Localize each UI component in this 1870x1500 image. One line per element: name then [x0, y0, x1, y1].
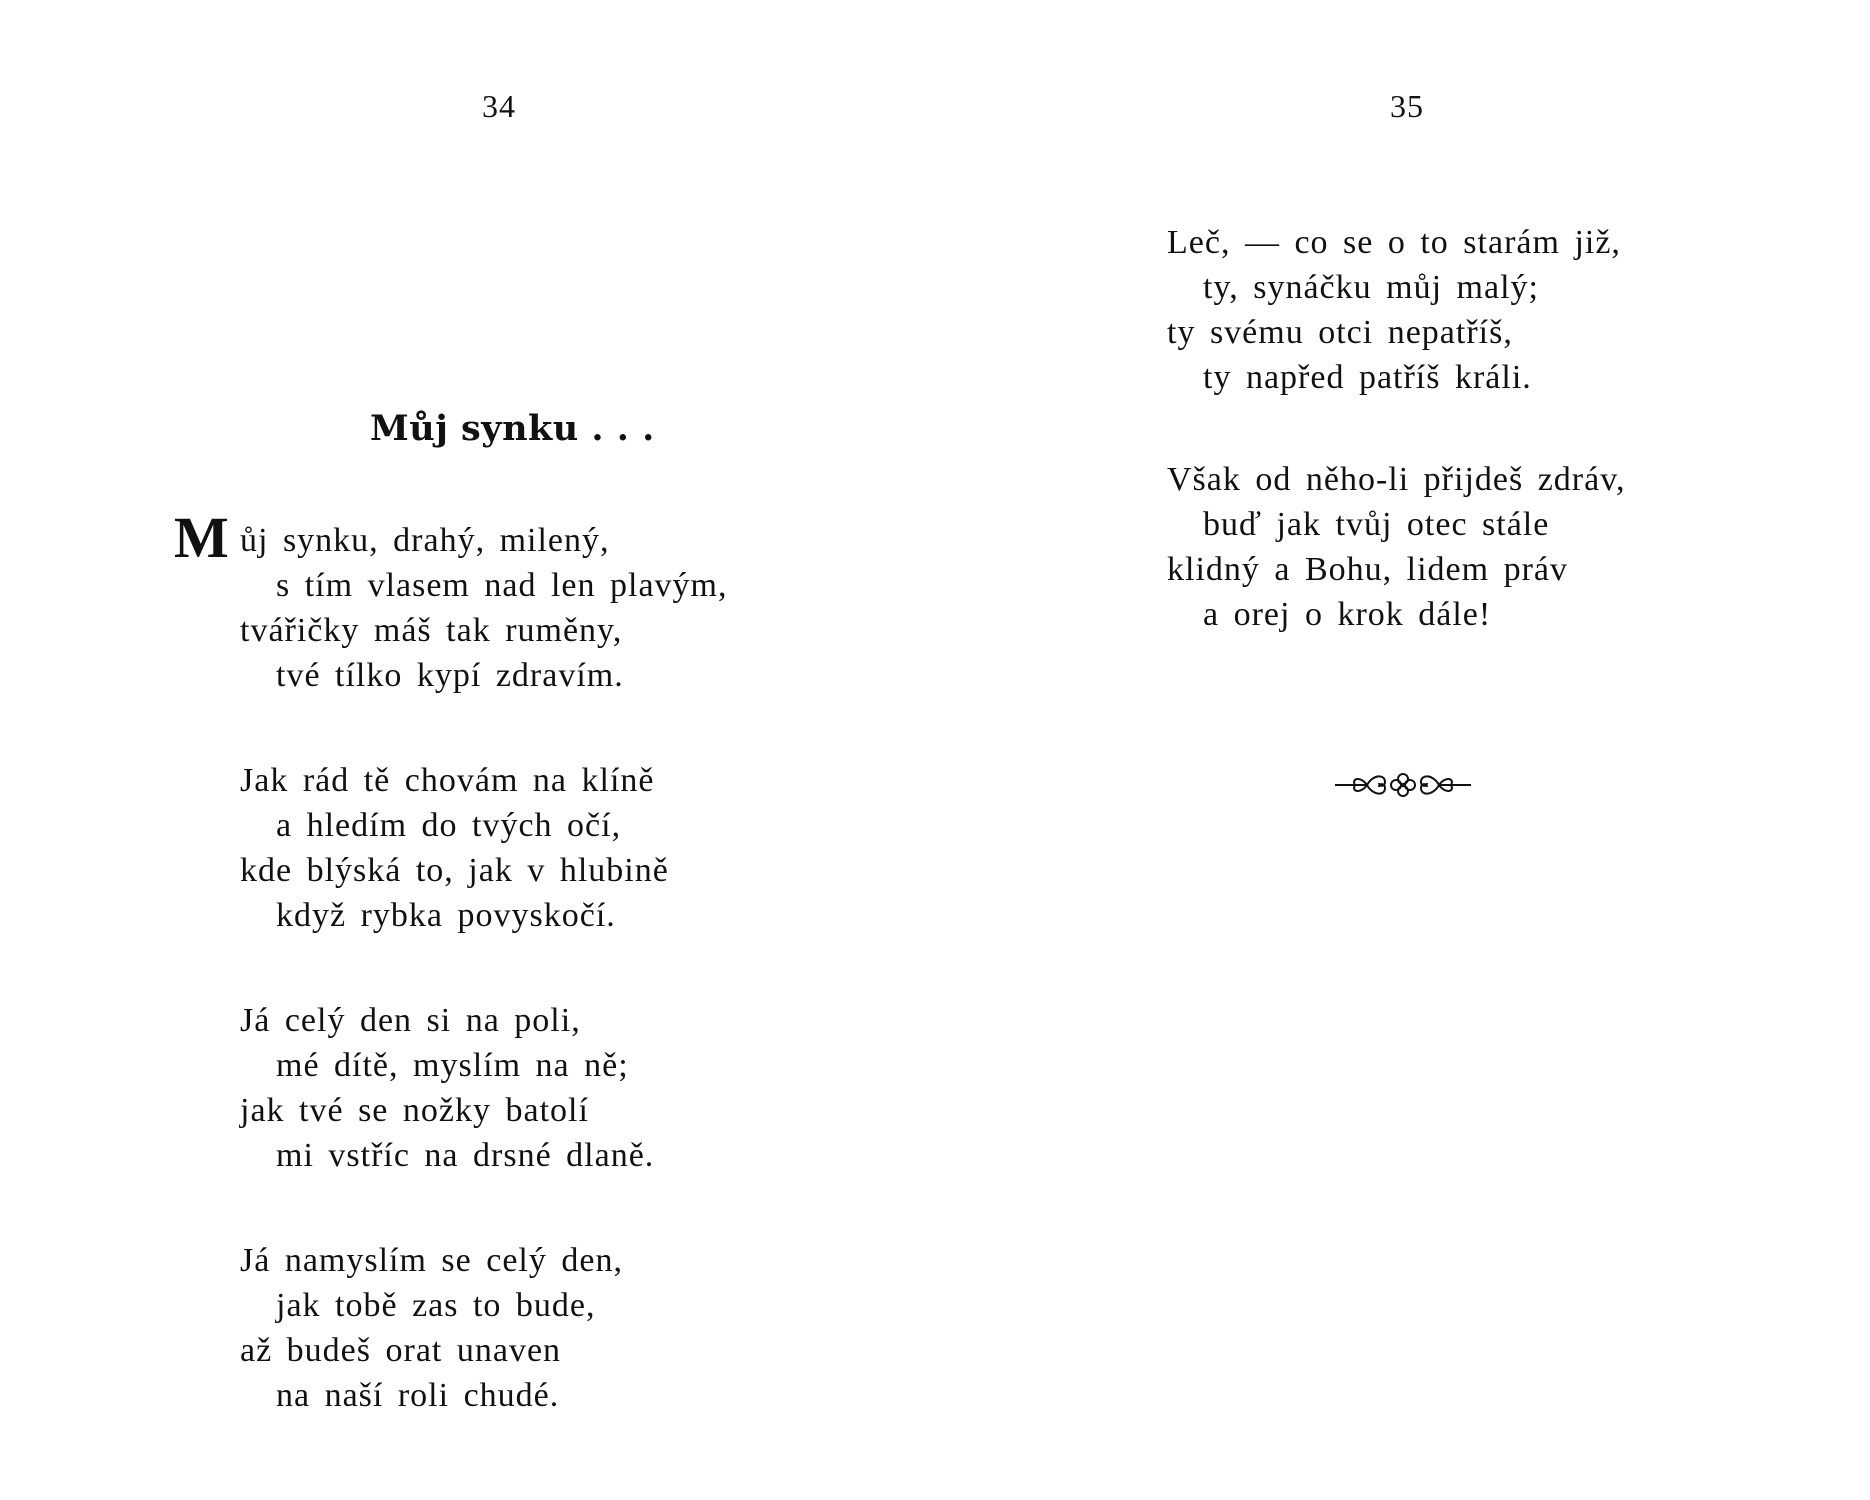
- poem-line: na naší roli chudé.: [276, 1377, 560, 1414]
- poem-line: mé dítě, myslím na ně;: [276, 1047, 629, 1084]
- stanza: [240, 1238, 728, 1418]
- poem-line: Však od něho-li přijdeš zdráv,: [1167, 461, 1626, 498]
- poem-line: když rybka povyskočí.: [276, 897, 616, 934]
- right-page: [935, 0, 1870, 1500]
- poem-line: a orej o krok dále!: [1203, 596, 1492, 633]
- stanza: [1167, 457, 1626, 637]
- poem-line: ty napřed patříš králi.: [1203, 359, 1532, 396]
- stanza: [240, 758, 728, 938]
- poem-line: klidný a Bohu, lidem práv: [1167, 551, 1569, 588]
- poem-line: Já celý den si na poli,: [240, 1002, 581, 1039]
- poem-line: s tím vlasem nad len plavým,: [276, 567, 728, 604]
- poem-line-first: [174, 505, 728, 570]
- ornamental-flourish-icon: [1333, 770, 1473, 800]
- poem-line: Jak rád tě chovám na klíně: [240, 762, 655, 799]
- poem-line: kde blýská to, jak v hlubině: [240, 852, 669, 889]
- page-number-left: 34: [482, 88, 516, 124]
- poem-line: a hledím do tvých očí,: [276, 807, 622, 844]
- poem-line: jak tvé se nožky batolí: [240, 1092, 589, 1129]
- stanza: [240, 998, 728, 1178]
- poem-line: ty svému otci nepatříš,: [1167, 314, 1513, 351]
- poem-line: Leč, — co se o to starám již,: [1167, 224, 1621, 261]
- poem-line: Já namyslím se celý den,: [240, 1242, 623, 1279]
- first-line-text: ůj synku, drahý, milený,: [240, 522, 610, 559]
- poem-title: Můj synku . . .: [370, 408, 655, 449]
- page-number-right: 35: [1390, 88, 1424, 124]
- poem-line: tvé tílko kypí zdravím.: [276, 657, 624, 694]
- poem-line: ty, synáčku můj malý;: [1203, 269, 1539, 306]
- stanza: [1167, 220, 1626, 400]
- poem-line: mi vstříc na drsné dlaně.: [276, 1137, 655, 1174]
- poem-line: buď jak tvůj otec stále: [1203, 506, 1550, 543]
- poem-line: tvářičky máš tak ruměny,: [240, 612, 623, 649]
- drop-cap: M: [174, 505, 230, 570]
- stanza: [174, 505, 728, 698]
- poem-right: [1167, 220, 1626, 637]
- poem-line: jak tobě zas to bude,: [276, 1287, 596, 1324]
- poem-left: [174, 505, 728, 1418]
- poem-line: až budeš orat unaven: [240, 1332, 562, 1369]
